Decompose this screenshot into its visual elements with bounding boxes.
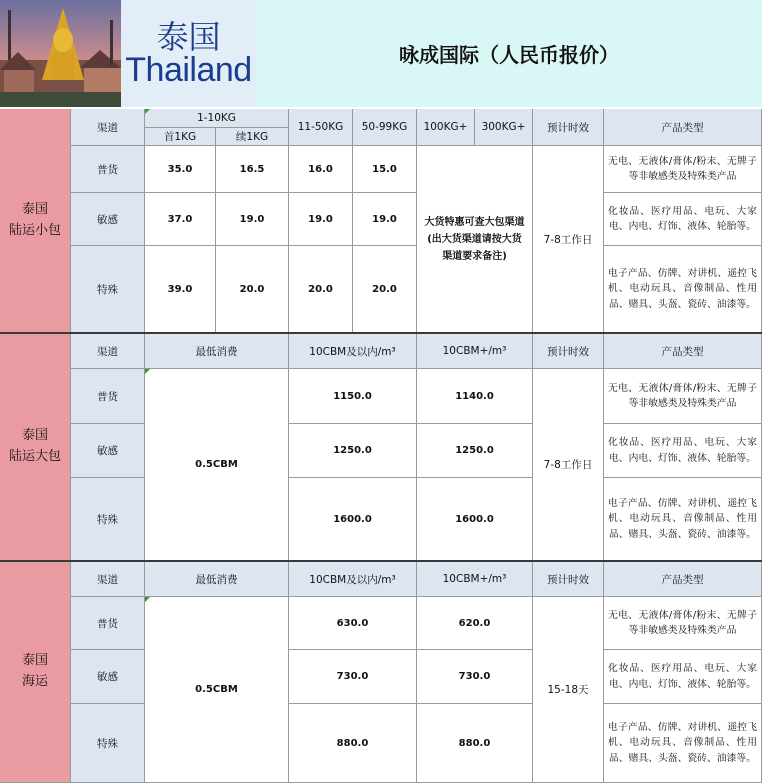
col-header-min-charge: 最低消费	[145, 562, 289, 597]
eta-value: 7-8工作日	[533, 369, 604, 561]
col-header-channel: 渠道	[71, 562, 145, 597]
min-charge-value: 0.5CBM	[145, 369, 289, 561]
bulk-discount-note	[417, 146, 533, 333]
bulk-note-line: 渠道要求备注)	[442, 250, 507, 262]
section-label-line2: 陆运大包	[8, 449, 61, 464]
price-50-99kg: 20.0	[353, 246, 417, 333]
col-header-11-50kg: 11-50KG	[289, 109, 353, 146]
col-header-eta: 预计时效	[533, 109, 604, 146]
channel-general: 普货	[71, 146, 145, 193]
col-header-first-kg: 首1KG	[145, 128, 216, 146]
price-first-kg: 35.0	[145, 146, 216, 193]
product-type-special: 电子产品、仿牌、对讲机、遥控飞机、电动玩具、音像制品、性用品、赌具、头盔、瓷砖、油漆等。	[604, 704, 762, 783]
min-charge-value: 0.5CBM	[145, 597, 289, 783]
channel-general: 普货	[71, 369, 145, 424]
price-first-kg: 39.0	[145, 246, 216, 333]
price-cbm-le10: 730.0	[289, 650, 417, 704]
price-cont-kg: 19.0	[216, 193, 289, 246]
product-type-general: 无电、无液体/膏体/粉末、无牌子等非敏感类及特殊类产品	[604, 369, 762, 424]
col-header-channel: 渠道	[71, 109, 145, 146]
section-label-line2: 海运	[21, 674, 48, 689]
channel-special: 特殊	[71, 478, 145, 561]
eta-value: 15-18天	[533, 597, 604, 783]
channel-special: 特殊	[71, 704, 145, 783]
channel-sensitive: 敏感	[71, 193, 145, 246]
col-header-eta: 预计时效	[533, 334, 604, 369]
col-header-300kg: 300KG+	[475, 109, 533, 146]
section-label-land-small	[0, 109, 71, 333]
product-type-general: 无电、无液体/膏体/粉末、无牌子等非敏感类及特殊类产品	[604, 146, 762, 193]
section-label-line2: 陆运小包	[8, 222, 61, 238]
col-header-product-type: 产品类型	[604, 562, 762, 597]
product-type-special: 电子产品、仿牌、对讲机、遥控飞机、电动玩具、音像制品、性用品、赌具、头盔、瓷砖、油漆等。	[604, 478, 762, 561]
product-type-sensitive: 化妆品、医疗用品、电玩、大家电、内电、灯饰、液体、轮胎等。	[604, 193, 762, 246]
section-label-line1: 泰国	[21, 653, 48, 669]
channel-sensitive: 敏感	[71, 424, 145, 478]
price-cbm-gt10: 1140.0	[417, 369, 533, 424]
price-cbm-gt10: 880.0	[417, 704, 533, 783]
cell-comment-marker	[145, 597, 150, 602]
section-label-line1: 泰国	[21, 428, 48, 444]
price-cont-kg: 16.5	[216, 146, 289, 193]
price-11-50kg: 16.0	[289, 146, 353, 193]
col-header-eta: 预计时效	[533, 562, 604, 597]
logo-chinese-text: 泰国	[156, 18, 221, 56]
col-header-1-10kg: 1-10KG	[145, 109, 289, 128]
price-cbm-le10: 1250.0	[289, 424, 417, 478]
page-title: 咏成国际（人民币报价）	[399, 43, 619, 67]
product-type-sensitive: 化妆品、医疗用品、电玩、大家电、内电、灯饰、液体、轮胎等。	[604, 424, 762, 478]
thailand-logo	[121, 0, 256, 107]
channel-sensitive: 敏感	[71, 650, 145, 704]
col-header-product-type: 产品类型	[604, 334, 762, 369]
col-header-channel: 渠道	[71, 334, 145, 369]
price-50-99kg: 15.0	[353, 146, 417, 193]
product-type-sensitive: 化妆品、医疗用品、电玩、大家电、内电、灯饰、液体、轮胎等。	[604, 650, 762, 704]
price-cbm-le10: 1600.0	[289, 478, 417, 561]
price-cbm-le10: 880.0	[289, 704, 417, 783]
col-header-product-type: 产品类型	[604, 109, 762, 146]
cell-comment-marker	[145, 369, 150, 374]
cell-comment-marker	[145, 109, 150, 114]
price-cbm-gt10: 620.0	[417, 597, 533, 650]
section-label-sea	[0, 562, 71, 783]
price-cont-kg: 20.0	[216, 246, 289, 333]
col-header-cont-kg: 续1KG	[216, 128, 289, 146]
price-11-50kg: 20.0	[289, 246, 353, 333]
section-label-land-large	[0, 334, 71, 561]
price-cbm-gt10: 730.0	[417, 650, 533, 704]
col-header-50-99kg: 50-99KG	[353, 109, 417, 146]
price-cbm-le10: 630.0	[289, 597, 417, 650]
bulk-note-line: 大货特惠可查大包渠道	[424, 216, 525, 228]
price-11-50kg: 19.0	[289, 193, 353, 246]
col-header-cbm-gt10: 10CBM+/m³	[417, 562, 533, 597]
col-header-cbm-gt10: 10CBM+/m³	[417, 334, 533, 369]
col-header-100kg: 100KG+	[417, 109, 475, 146]
col-header-min-charge: 最低消费	[145, 334, 289, 369]
price-cbm-le10: 1150.0	[289, 369, 417, 424]
bulk-note-line: (出大货渠道请按大货	[427, 233, 522, 245]
channel-general: 普货	[71, 597, 145, 650]
temple-photo	[0, 0, 121, 107]
col-header-cbm-le10: 10CBM及以内/m³	[289, 562, 417, 597]
price-cbm-gt10: 1600.0	[417, 478, 533, 561]
price-50-99kg: 19.0	[353, 193, 417, 246]
product-type-special: 电子产品、仿牌、对讲机、遥控飞机、电动玩具、音像制品、性用品、赌具、头盔、瓷砖、油漆等。	[604, 246, 762, 333]
section-label-line1: 泰国	[21, 201, 48, 217]
logo-english-text: Thailand	[125, 51, 252, 89]
price-first-kg: 37.0	[145, 193, 216, 246]
channel-special: 特殊	[71, 246, 145, 333]
product-type-general: 无电、无液体/膏体/粉末、无牌子等非敏感类及特殊类产品	[604, 597, 762, 650]
price-cbm-gt10: 1250.0	[417, 424, 533, 478]
col-header-cbm-le10: 10CBM及以内/m³	[289, 334, 417, 369]
eta-value: 7-8工作日	[533, 146, 604, 333]
